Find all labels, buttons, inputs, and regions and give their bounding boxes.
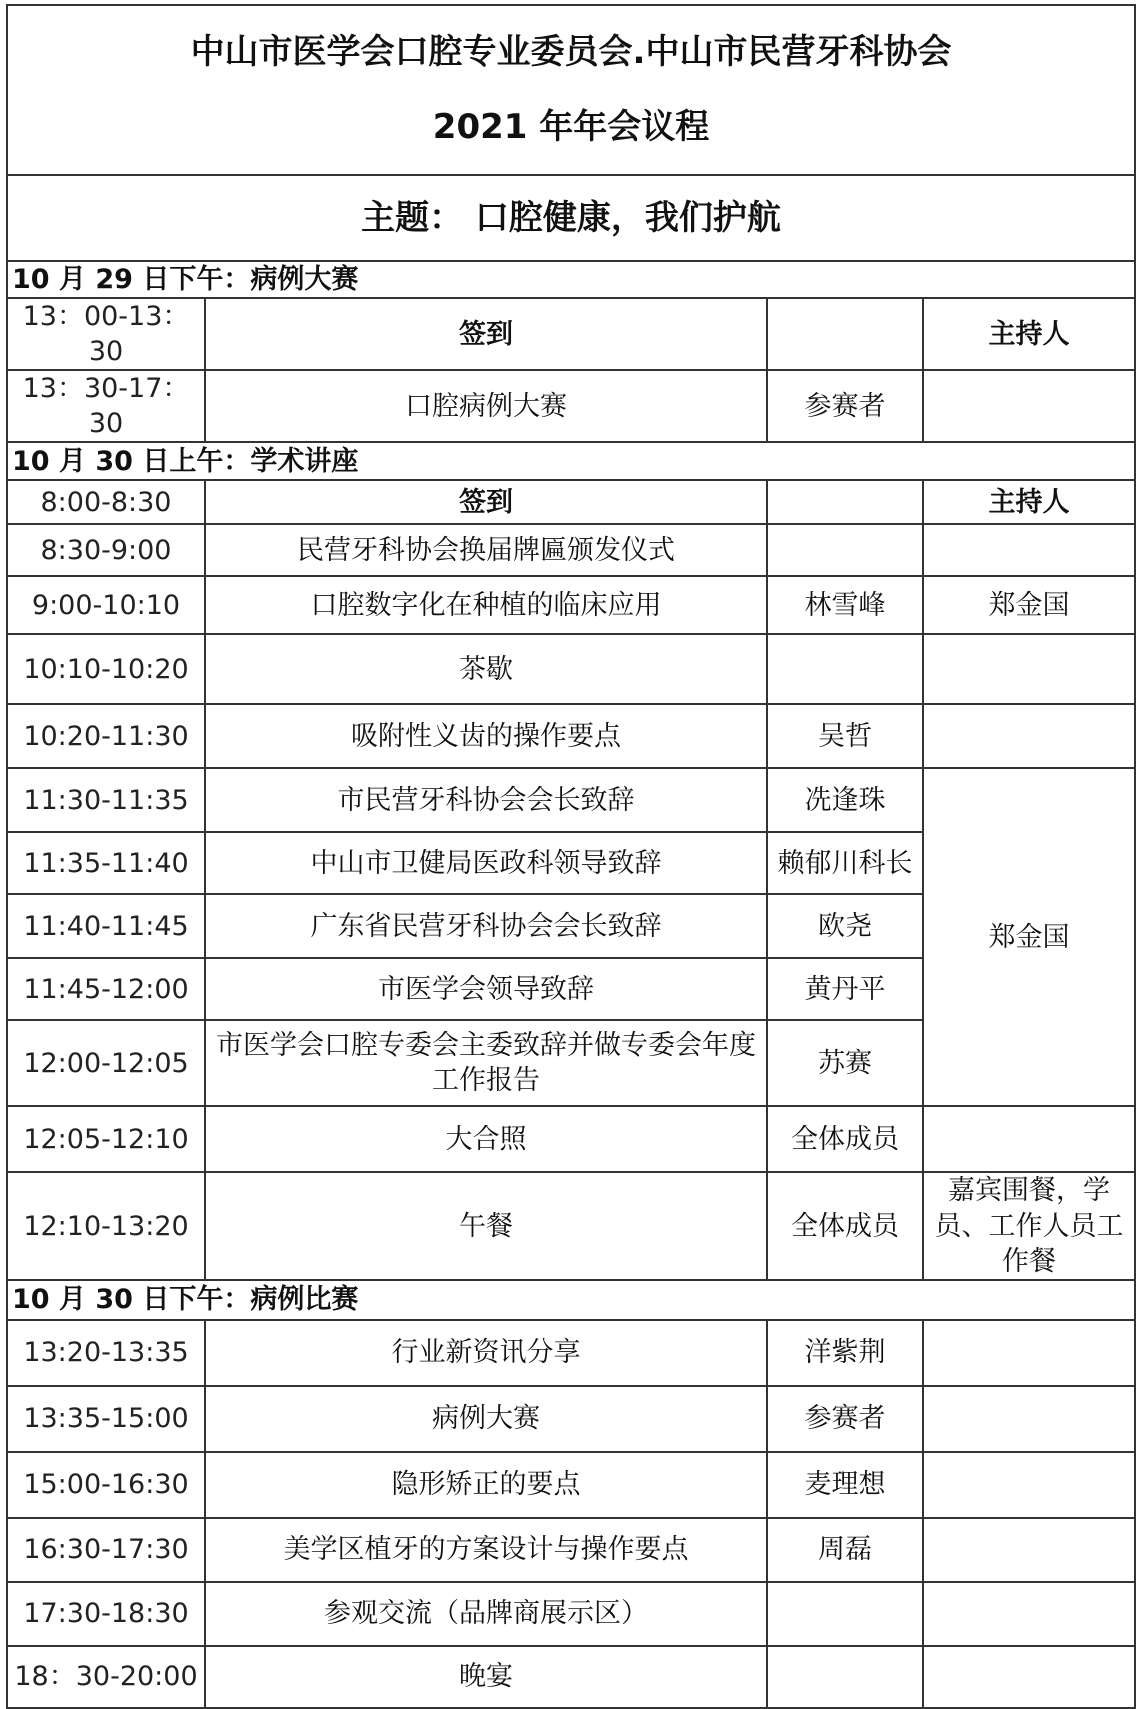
table-row	[7, 298, 1135, 370]
host-cell	[923, 704, 1135, 768]
table-row	[7, 524, 1135, 576]
table-row	[7, 1386, 1135, 1452]
topic-cell: 口腔病例大赛	[205, 370, 767, 442]
speaker-cell: 全体成员	[767, 1172, 923, 1279]
speaker-cell	[767, 1646, 923, 1708]
table-row	[7, 1518, 1135, 1582]
topic-cell: 中山市卫健局医政科领导致辞	[205, 832, 767, 894]
topic-cell: 行业新资讯分享	[205, 1320, 767, 1386]
time-cell: 8:30-9:00	[7, 524, 205, 576]
time-cell: 8:00-8:30	[7, 480, 205, 524]
topic-cell: 美学区植牙的方案设计与操作要点	[205, 1518, 767, 1582]
host-cell	[923, 1386, 1135, 1452]
topic-cell: 茶歇	[205, 634, 767, 704]
time-cell: 13:35-15:00	[7, 1386, 205, 1452]
time-cell: 11:35-11:40	[7, 832, 205, 894]
time-cell: 13:20-13:35	[7, 1320, 205, 1386]
topic-cell: 广东省民营牙科协会会长致辞	[205, 894, 767, 958]
table-row	[7, 1320, 1135, 1386]
topic-cell: 病例大赛	[205, 1386, 767, 1452]
host-cell: 主持人	[923, 298, 1135, 370]
table-row	[7, 634, 1135, 704]
topic-cell: 口腔数字化在种植的临床应用	[205, 576, 767, 634]
host-cell	[923, 634, 1135, 704]
time-cell: 13：30-17：30	[7, 370, 205, 442]
topic-cell: 晚宴	[205, 1646, 767, 1708]
topic-cell: 市医学会领导致辞	[205, 958, 767, 1020]
speaker-cell: 林雪峰	[767, 576, 923, 634]
speaker-cell	[767, 298, 923, 370]
topic-cell: 参观交流（品牌商展示区）	[205, 1582, 767, 1646]
topic-cell: 市医学会口腔专委会主委致辞并做专委会年度工作报告	[205, 1020, 767, 1106]
table-row	[7, 480, 1135, 524]
table-row	[7, 1646, 1135, 1708]
topic-cell: 民营牙科协会换届牌匾颁发仪式	[205, 524, 767, 576]
speaker-cell	[767, 634, 923, 704]
host-cell	[923, 1582, 1135, 1646]
table-row	[7, 576, 1135, 634]
time-cell: 11:30-11:35	[7, 768, 205, 832]
speaker-cell: 洋紫荆	[767, 1320, 923, 1386]
host-cell	[923, 524, 1135, 576]
time-cell: 13：00-13：30	[7, 298, 205, 370]
time-cell: 11:45-12:00	[7, 958, 205, 1020]
time-cell: 10:10-10:20	[7, 634, 205, 704]
agenda-table	[6, 4, 1136, 1709]
time-cell: 18：30-20:00	[7, 1646, 205, 1708]
time-cell: 12:00-12:05	[7, 1020, 205, 1106]
table-row	[7, 704, 1135, 768]
host-cell	[923, 1106, 1135, 1172]
topic-cell: 签到	[205, 298, 767, 370]
host-cell	[923, 1320, 1135, 1386]
time-cell: 17:30-18:30	[7, 1582, 205, 1646]
topic-cell: 隐形矫正的要点	[205, 1452, 767, 1518]
host-cell	[923, 1646, 1135, 1708]
speaker-cell: 吴哲	[767, 704, 923, 768]
table-row	[7, 1582, 1135, 1646]
table-row	[7, 1452, 1135, 1518]
speaker-cell	[767, 1582, 923, 1646]
title-line-1: 中山市医学会口腔专业委员会.中山市民营牙科协会	[190, 32, 952, 72]
time-cell: 11:40-11:45	[7, 894, 205, 958]
theme-heading: 主题： 口腔健康，我们护航	[7, 175, 1135, 261]
host-cell: 郑金国	[923, 768, 1135, 1106]
table-row	[7, 1172, 1135, 1279]
time-cell: 15:00-16:30	[7, 1452, 205, 1518]
speaker-cell: 苏赛	[767, 1020, 923, 1106]
section-heading: 10 月 30 日上午：学术讲座	[7, 442, 1135, 480]
topic-cell: 午餐	[205, 1172, 767, 1279]
speaker-cell: 赖郁川科长	[767, 832, 923, 894]
section-heading: 10 月 30 日下午：病例比赛	[7, 1280, 1135, 1320]
topic-cell: 市民营牙科协会会长致辞	[205, 768, 767, 832]
host-cell	[923, 1452, 1135, 1518]
speaker-cell: 周磊	[767, 1518, 923, 1582]
speaker-cell: 欧尧	[767, 894, 923, 958]
speaker-cell	[767, 524, 923, 576]
speaker-cell: 参赛者	[767, 370, 923, 442]
speaker-cell: 参赛者	[767, 1386, 923, 1452]
time-cell: 9:00-10:10	[7, 576, 205, 634]
time-cell: 12:10-13:20	[7, 1172, 205, 1279]
topic-cell: 吸附性义齿的操作要点	[205, 704, 767, 768]
time-cell: 16:30-17:30	[7, 1518, 205, 1582]
host-cell: 郑金国	[923, 576, 1135, 634]
table-row	[7, 768, 1135, 832]
document-title	[7, 5, 1135, 175]
topic-cell: 签到	[205, 480, 767, 524]
host-cell: 主持人	[923, 480, 1135, 524]
topic-cell: 大合照	[205, 1106, 767, 1172]
table-row	[7, 370, 1135, 442]
time-cell: 10:20-11:30	[7, 704, 205, 768]
speaker-cell: 全体成员	[767, 1106, 923, 1172]
title-line-2: 2021 年年会议程	[432, 107, 710, 147]
host-cell	[923, 370, 1135, 442]
table-row	[7, 1106, 1135, 1172]
section-heading: 10 月 29 日下午：病例大赛	[7, 261, 1135, 298]
speaker-cell: 黄丹平	[767, 958, 923, 1020]
speaker-cell: 麦理想	[767, 1452, 923, 1518]
speaker-cell: 冼逢珠	[767, 768, 923, 832]
host-cell	[923, 1518, 1135, 1582]
speaker-cell	[767, 480, 923, 524]
time-cell: 12:05-12:10	[7, 1106, 205, 1172]
host-cell: 嘉宾围餐，学员、工作人员工作餐	[923, 1172, 1135, 1279]
